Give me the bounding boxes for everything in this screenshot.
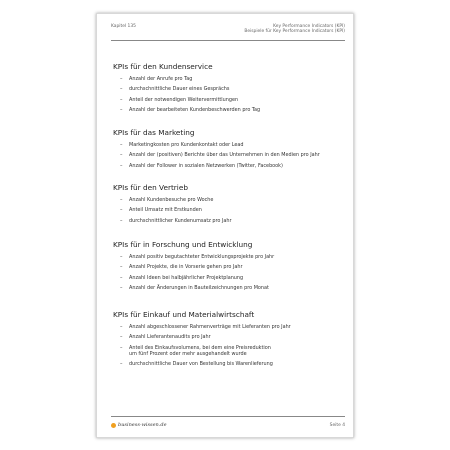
list-item: – Anzahl abgeschlossener Rahmenverträge mit Lieferanten pro Jahr [113,324,343,330]
list-item: – durchschnittlicher Kundenumsatz pro Jahr [113,218,343,224]
list-item: – Anzahl der (positiven) Berichte über das Unternehmen in den Medien pro Jahr [113,152,343,158]
section-title: KPIs für das Marketing [113,128,195,137]
header-titles [244,24,345,35]
section-title: KPIs für den Vertrieb [113,183,188,192]
list-item: – Anzahl der bearbeiteten Kundenbeschwerden pro Tag [113,107,343,113]
list-item: – Anzahl der Änderungen in Bauteilzeichnungen pro Monat [113,285,343,291]
list-item: – Anzahl positiv begutachteter Entwicklungsprojekte pro Jahr [113,254,343,260]
section-title: KPIs für Einkauf und Materialwirtschaft [113,310,255,319]
footer-divider [111,416,345,417]
section-title: KPIs für in Forschung und Entwicklung [113,240,253,249]
list-item: – Anzahl Kundenbesuche pro Woche [113,197,343,203]
list-item: – Anzahl Ideen bei halbjährlicher Projektplanung [113,275,343,281]
list-item: – Anzahl Projekte, die in Vorserie gehen pro Jahr [113,264,343,270]
document-page [96,13,354,438]
section-einkauf [113,310,343,372]
logo-dot-icon [111,423,116,428]
list-item: – Marketingkosten pro Kundenkontakt oder Lead [113,142,343,148]
logo-text: business-wissen.de [118,422,167,428]
footer-logo [111,422,167,428]
header-title: Key Performance Indicators (KPI) [273,24,345,29]
section-vertrieb [113,183,343,228]
page-number: Seite 4 [329,423,345,428]
section-forschung [113,240,343,296]
header-subtitle: Beispiele für Key Performance Indicators (KPI) [244,29,345,35]
section-kundenservice [113,62,343,118]
list-item: – Anzahl der Follower in sozialen Netzwerken (Twitter, Facebook) [113,163,343,169]
list-item: – Anteil Umsatz mit Erstkunden [113,207,343,213]
list-item: – Anteil des Einkaufsvolumens, bei dem eine Preisreduktion um fünf Prozent oder mehr ausgehandelt wurde [113,345,279,357]
header-divider [111,40,345,41]
list-item: – durchschnittliche Dauer von Bestellung bis Warenlieferung [113,361,343,367]
list-item: – Anteil der notwendigen Weitervermittlungen [113,97,343,103]
list-item: – durchschnittliche Dauer eines Gesprächs [113,86,343,92]
list-item: – Anzahl der Anrufe pro Tag [113,76,343,82]
chapter-label: Kapitel 135 [111,24,136,29]
section-marketing [113,128,343,173]
list-item: – Anzahl Lieferantenaudits pro Jahr [113,334,343,340]
section-title: KPIs für den Kundenservice [113,62,213,71]
